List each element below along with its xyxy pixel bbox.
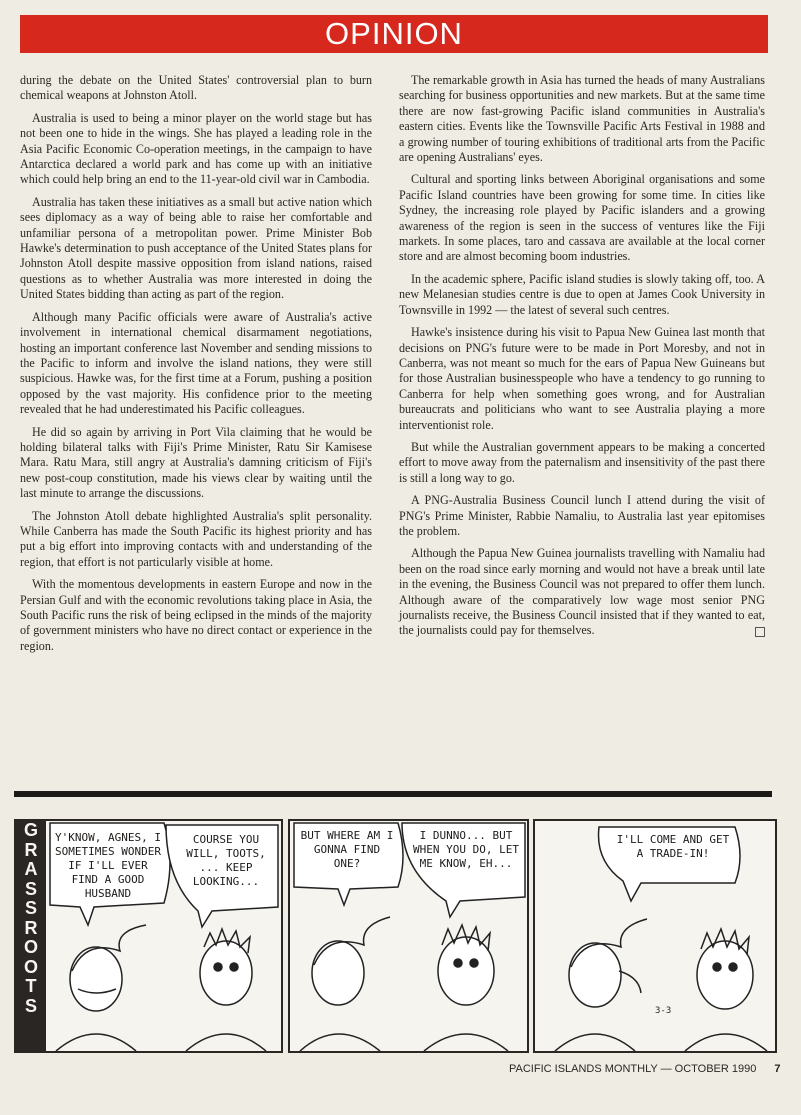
paragraph: The Johnston Atoll debate highlighted Australia's split personality. While Canberra has made the South Pacific its highest priority and has put a big effort into improving contacts with and understanding of the region, that effort is not particularly visible at home. [20, 508, 372, 569]
paragraph: Australia has taken these initiatives as a small but active nation which sees diplomacy as a way of being able to raise her comfortable and unfamiliar persona of a metropolitan power. Prime Minister Bob Hawke's determination to push acceptance of the United States plans for Johnston Atoll despite massive opposition from island nations, raised questions as to whether Australia was more interested in doing the United States bidding than acting as part of the region. [20, 194, 372, 302]
speech-balloon: COURSE YOU WILL, TOOTS, ... KEEP LOOKING... [186, 833, 266, 888]
paragraph: With the momentous developments in eastern Europe and now in the Persian Gulf and with the economic revolutions taking place in Asia, the South Pacific runs the risk of being eclipsed in the minds of the majority of government ministers who have no direct contact or experience in the region. [20, 577, 372, 653]
paragraph-text: Although the Papua New Guinea journalists travelling with Namaliu had been on the road since early morning and would not have a break until late in the evening, the Business Council was not prepared to offer them lunch. Although aware of the comparatively low wage most senior PNG journalists receive, the Business Council insisted that if they wanted to eat, the journalists could pay for themselves. [399, 546, 765, 638]
logo-letter: O [23, 956, 38, 977]
paragraph: In the academic sphere, Pacific island studies is slowly taking off, too. A new Melanesian studies centre is due to open at James Cook University in Townsville in 1992 — the latest of several such centres. [399, 271, 765, 317]
logo-letter: T [25, 976, 37, 996]
left-article-column [20, 73, 372, 661]
comic-panel-3 [533, 819, 777, 1053]
paragraph: Although many Pacific officials were aware of Australia's active involvement in international chemical disarmament negotiations, hosting an important conference last November and sending missions to the Pacific to inform and involve the island nations, they were still suspicious. Hawke was, for the first time at a Forum, pushing a position opposed by the vast majority. His confidence prior to the meeting revealed that he had underestimated his Pacific colleagues. [20, 309, 372, 417]
page-number: 7 [774, 1063, 781, 1075]
end-mark-icon [755, 627, 765, 637]
comic-date-mark: 3-3 [655, 1006, 672, 1016]
paragraph: Cultural and sporting links between Aboriginal organisations and some Pacific Island countries have been growing for some time. In cities like Sydney, the increasing role played by Pacific islanders and a growing awareness of the region is seen in the success of ventures like the Fiji markets. In some places, taro and cassava are available at the local corner store and are almost becoming boom industries. [399, 172, 765, 264]
paragraph: But while the Australian government appears to be making a concerted effort to move away from the paternalism and insensitivity of the past there is still a long way to go. [399, 439, 765, 485]
speech-balloon: Y'KNOW, AGNES, I SOMETIMES WONDER IF I'LL EVER FIND A GOOD HUSBAND [55, 831, 161, 900]
paragraph: during the debate on the United States' controversial plan to burn chemical weapons at Johnston Atoll. [20, 73, 372, 103]
paragraph [399, 546, 765, 638]
comic-panel-1 [14, 819, 283, 1053]
logo-letter: S [24, 878, 37, 899]
speech-balloon: I'LL COME AND GET A TRADE-IN! [616, 833, 730, 860]
logo-letter: R [24, 839, 38, 860]
opinion-banner [20, 15, 768, 53]
comic-panel-2 [288, 819, 529, 1053]
section-divider [14, 791, 772, 797]
paragraph: Australia is used to being a minor player on the world stage but has not been one to hide in the wings. She has played a leading role in the Asia Pacific Economic Co-operation meetings, in the campaign to have Antarctica declared a world park and has come up with an initiative which could help bring an end to the 11-year-old civil war in Cambodia. [20, 110, 372, 187]
logo-letter: A [24, 859, 38, 879]
paragraph: The remarkable growth in Asia has turned the heads of many Australians searching for business opportunities and new markets. But at the same time there are now fast-growing Pacific island communities in Australia's eastern cities. Events like the Townsville Pacific Arts Festival in 1988 and a growing number of touring exhibitions of traditional arts from the Pacific are opening Australians' eyes. [399, 73, 765, 165]
logo-letter: G [23, 820, 38, 840]
speech-balloon: BUT WHERE AM I GONNA FIND ONE? [300, 829, 394, 870]
paragraph: He did so again by arriving in Port Vila claiming that he would be holding bilateral talks with Fiji's Prime Minister, Ratu Sir Kamisese Mara. Ratu Mara, still angry at Australia's damning criticism of Fiji's new post-coup constitution, made his views clear by waiting until the last minute to arrange the discussions. [20, 424, 372, 501]
logo-letter: S [24, 898, 37, 918]
logo-letter: O [23, 937, 38, 957]
right-article-column [399, 73, 765, 646]
paragraph: A PNG-Australia Business Council lunch I attend during the visit of PNG's Prime Minister, Rabbie Namaliu, to Australia last year epitomises the problem. [399, 493, 765, 538]
page-footer [509, 1063, 781, 1075]
logo-letter: R [24, 917, 38, 938]
publication-name: PACIFIC ISLANDS MONTHLY — OCTOBER 1990 [509, 1063, 757, 1075]
section-title: OPINION [325, 16, 463, 51]
paragraph: Hawke's insistence during his visit to Papua New Guinea last month that decisions on PNG's future were to be made in Port Moresby, and not in Canberra, was not meant so much for the ears of Papua New Guineans but for those Australian businesspeople who have a tendency to go running to Canberra for help when something goes wrong, and for Australian bureaucrats and politicians who want to see Australia playing a more interventionist role. [399, 325, 765, 432]
logo-letter: S [24, 995, 37, 1016]
speech-balloon: I DUNNO... BUT WHEN YOU DO, LET ME KNOW, EH... [413, 829, 519, 870]
